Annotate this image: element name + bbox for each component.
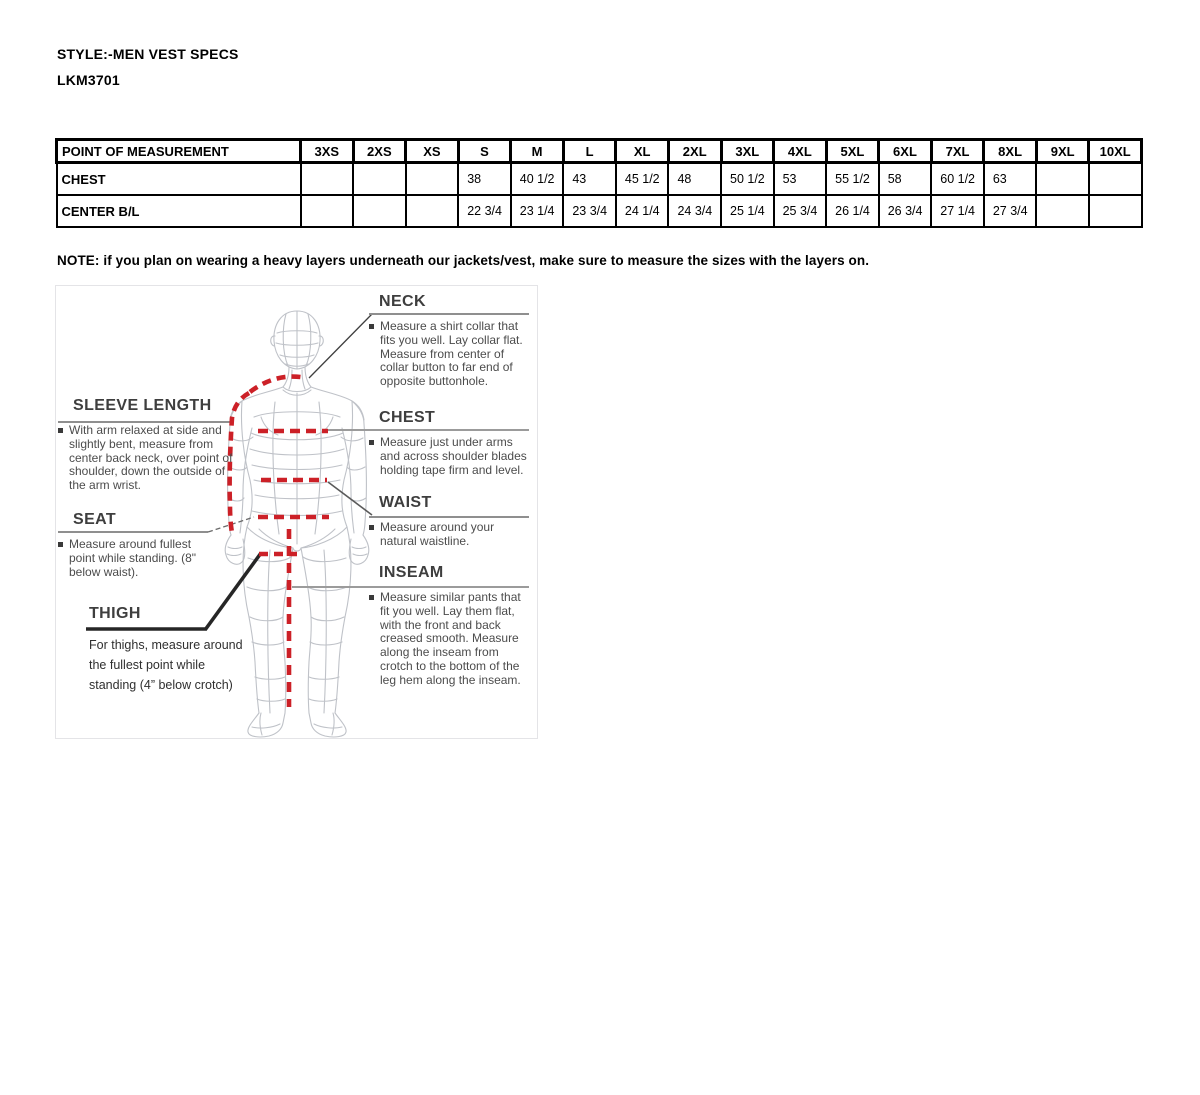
col-header-9xl: 9XL	[1036, 140, 1089, 163]
annotation-sleeve-text: With arm relaxed at side and slightly bent, measure from center back neck, over point of shoulder, down the outside of the arm wrist.	[69, 423, 233, 493]
bullet-icon	[369, 324, 374, 329]
measurement-cell: 43	[563, 163, 616, 196]
measurement-diagram	[55, 285, 538, 739]
col-header-6xl: 6XL	[879, 140, 932, 163]
annotation-thigh-title: THIGH	[89, 605, 141, 622]
size-chart-table	[55, 138, 1143, 228]
measurement-cell	[1089, 195, 1142, 227]
col-header-5xl: 5XL	[826, 140, 879, 163]
measurement-cell: 25 3/4	[774, 195, 827, 227]
annotation-waist	[369, 493, 531, 549]
measurement-cell	[353, 195, 406, 227]
measurement-cell	[406, 163, 459, 196]
annotation-neck	[369, 292, 531, 389]
measurement-cell: 26 3/4	[879, 195, 932, 227]
bullet-icon	[369, 525, 374, 530]
annotation-thigh	[58, 604, 243, 695]
annotation-chest-text: Measure just under arms and across shoulder blades holding tape firm and level.	[380, 435, 527, 477]
annotation-seat-title: SEAT	[73, 511, 117, 528]
annotation-inseam-title: INSEAM	[379, 564, 444, 581]
measurement-cell: 24 1/4	[616, 195, 669, 227]
row-label: CENTER B/L	[57, 195, 301, 227]
measurement-cell: 23 3/4	[563, 195, 616, 227]
size-chart-header	[57, 140, 1142, 163]
col-header-l: L	[563, 140, 616, 163]
page-title: STYLE:-MEN VEST SPECS	[57, 46, 239, 62]
measurement-row	[57, 195, 1142, 227]
bullet-icon	[369, 440, 374, 445]
annotation-chest-title: CHEST	[379, 409, 436, 426]
annotation-neck-text: Measure a shirt collar that fits you well. Lay collar flat. Measure from center of collar button to far end of opposite buttonhole.	[380, 319, 523, 389]
bullet-icon	[58, 428, 63, 433]
annotation-sleeve-length	[58, 396, 238, 493]
col-header-3xl: 3XL	[721, 140, 774, 163]
row-label: CHEST	[57, 163, 301, 196]
measurement-cell: 60 1/2	[931, 163, 984, 196]
col-header-xl: XL	[616, 140, 669, 163]
col-header-4xl: 4XL	[774, 140, 827, 163]
annotation-thigh-text: For thighs, measure around the fullest point while standing (4” below crotch)	[89, 638, 243, 692]
measurement-cell: 27 1/4	[931, 195, 984, 227]
measurement-cell: 25 1/4	[721, 195, 774, 227]
col-header-2xl: 2XL	[668, 140, 721, 163]
measurement-cell: 48	[668, 163, 721, 196]
measurement-cell: 58	[879, 163, 932, 196]
annotation-seat-text: Measure around fullest point while standing. (8" below waist).	[69, 537, 197, 579]
col-header-8xl: 8XL	[984, 140, 1037, 163]
measurement-row	[57, 163, 1142, 196]
annotation-inseam	[369, 563, 531, 688]
measurement-cell	[1036, 163, 1089, 196]
note-text: NOTE: if you plan on wearing a heavy layers underneath our jackets/vest, make sure to measure the sizes with the layers on.	[57, 253, 870, 268]
measurement-cell	[1036, 195, 1089, 227]
measurement-cell	[301, 163, 354, 196]
neck-measure-line	[250, 377, 306, 392]
measurement-cell: 27 3/4	[984, 195, 1037, 227]
col-header-s: S	[458, 140, 511, 163]
col-header-m: M	[511, 140, 564, 163]
neck-connector-line	[309, 314, 372, 378]
col-header-2xs: 2XS	[353, 140, 406, 163]
col-header-xs: XS	[406, 140, 459, 163]
measurement-cell: 45 1/2	[616, 163, 669, 196]
col-header-3xs: 3XS	[301, 140, 354, 163]
annotation-waist-text: Measure around your natural waistline.	[380, 520, 495, 548]
col-header-10xl: 10XL	[1089, 140, 1142, 163]
point-of-measurement-header: POINT OF MEASUREMENT	[57, 140, 301, 163]
measurement-cell: 38	[458, 163, 511, 196]
measurement-cell: 55 1/2	[826, 163, 879, 196]
measurement-cell: 53	[774, 163, 827, 196]
col-header-7xl: 7XL	[931, 140, 984, 163]
measurement-cell: 50 1/2	[721, 163, 774, 196]
annotation-sleeve-title: SLEEVE LENGTH	[73, 397, 212, 414]
annotation-seat	[58, 510, 220, 579]
header-row	[57, 140, 1142, 163]
annotation-neck-title: NECK	[379, 293, 426, 310]
measurement-cell: 40 1/2	[511, 163, 564, 196]
measurement-cell: 24 3/4	[668, 195, 721, 227]
measurement-cell: 63	[984, 163, 1037, 196]
annotation-inseam-text: Measure similar pants that fit you well. Lay them flat, with the front and back creased smooth. Measure along the inseam from crotch to the bottom of the leg hem along the inseam.	[380, 590, 521, 687]
size-chart-body	[57, 163, 1142, 228]
bullet-icon	[369, 595, 374, 600]
annotation-chest	[369, 408, 531, 477]
measurement-cell: 22 3/4	[458, 195, 511, 227]
measurement-cell	[406, 195, 459, 227]
measurement-cell	[353, 163, 406, 196]
annotation-waist-title: WAIST	[379, 494, 432, 511]
bullet-icon	[58, 542, 63, 547]
measurement-cell	[1089, 163, 1142, 196]
style-code: LKM3701	[57, 72, 120, 88]
measurement-cell: 26 1/4	[826, 195, 879, 227]
measurement-cell: 23 1/4	[511, 195, 564, 227]
measurement-cell	[301, 195, 354, 227]
